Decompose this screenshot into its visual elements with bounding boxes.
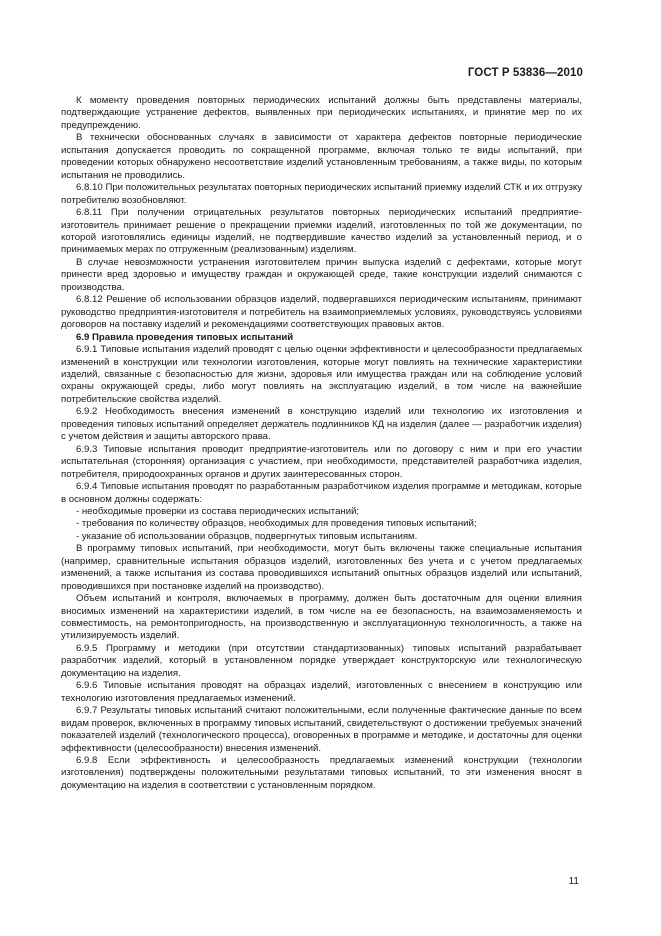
paragraph: 6.9.6 Типовые испытания проводят на образцах изделий, изготовленных с внесением в конструкцию или технологию изготовления предлагаемых изменений. [61, 680, 582, 704]
paragraph: В программу типовых испытаний, при необходимости, могут быть включены также специальные испытания (например, сравнительные испытания образцов изделий, изготовленных без учета и с учетом предлагаемых изменений, а также испытания из состава проводившихся испытаний опытных образцов изделий или испытаний, проводившихся при постановке изделий на производство). [61, 543, 582, 592]
paragraph: Объем испытаний и контроля, включаемых в программу, должен быть достаточным для оценки влияния вносимых изменений на характеристики изделий, в том числе на ее безопасность, на взаимозаменяемость и совместимость, на ремонтопригодность, на производственную и эксплуатационную технологичность, а также на утилизируемость изделий. [61, 593, 582, 642]
paragraph: 6.9.7 Результаты типовых испытаний считают положительными, если полученные фактические данные по всем видам проверок, включенных в программу типовых испытаний, свидетельствуют о достижении требуемых значений показателей изделий (технологического процесса), оговоренных в программе и методике, и достаточны для оценки эффективности (целесообразности) внесения изменений. [61, 705, 582, 754]
document-body [61, 95, 582, 792]
paragraph: В случае невозможности устранения изготовителем причин выпуска изделий с дефектами, которые могут принести вред здоровью и имуществу граждан и окружающей среде, такие конструкции изделий снимаются с производства. [61, 256, 582, 293]
paragraph: 6.9.3 Типовые испытания проводит предприятие-изготовитель или по договору с ним и при его участии испытательная (сторонняя) организация с участием, при необходимости, представителей разработчика изделия, потребителя, природоохранных органов и других заинтересованных сторон. [61, 443, 582, 480]
paragraph: В технически обоснованных случаях в зависимости от характера дефектов повторные периодические испытания допускается проводить по сокращенной программе, включая только те виды испытаний, при проведении которых обнаружено несоответствие изделий установленным требованиям, а также виды, по которым испытания не проводились. [61, 132, 582, 181]
standard-header: ГОСТ Р 53836—2010 [467, 67, 583, 79]
list-item: - требования по количеству образцов, необходимых для проведения типовых испытаний; [76, 518, 477, 530]
paragraph: 6.9.1 Типовые испытания изделий проводят с целью оценки эффективности и целесообразности предлагаемых изменений в конструкции или технологии изготовления, которые могут повлиять на технические характеристики изделий, связанные с безопасностью для жизни, здоровья или имущества граждан или на соблюдение условий охраны окружающей среды, либо могут повлиять на эксплуатацию изделий, в том числе на важнейшие потребительские свойства изделий. [61, 344, 582, 405]
paragraph: 6.9.2 Необходимость внесения изменений в конструкцию изделий или технологию их изготовления и проведения типовых испытаний определяет держатель подлинников КД на изделия (далее — разработчик изделия) с учетом действия и защиты авторского права. [61, 406, 582, 443]
paragraph: 6.8.12 Решение об использовании образцов изделий, подвергавшихся периодическим испытаниям, принимают руководство предприятия-изготовителя и потребитель на взаимоприемлемых условиях, руководствуясь условиями договоров на поставку изделий и рекомендациями соответствующих правовых актов. [61, 294, 582, 331]
paragraph: 6.9.4 Типовые испытания проводят по разработанным разработчиком изделия программе и методикам, которые в основном должны содержать: [61, 481, 582, 505]
page-number: 11 [568, 876, 579, 887]
paragraph: 6.8.10 При положительных результатах повторных периодических испытаний приемку изделий СТК и их отгрузку потребителю возобновляют. [61, 182, 582, 206]
paragraph: К моменту проведения повторных периодических испытаний должны быть представлены материалы, подтверждающие устранение дефектов, выявленных при периодических испытаниях, и принятие мер по их предупреждению. [61, 95, 582, 131]
list-item: - необходимые проверки из состава периодических испытаний; [76, 505, 360, 517]
paragraph: 6.9.8 Если эффективность и целесообразность предлагаемых изменений конструкции (технологии изготовления) подтверждены положительными результатами типовых испытаний, то эти изменения вносят в документацию на изделия в соответствии с установленным порядком. [61, 755, 582, 791]
paragraph: 6.9.5 Программу и методики (при отсутствии стандартизованных) типовых испытаний разрабатывает разработчик изделий, который в установленном порядке утверждает конструкторскую или технологическую документацию на изделия. [61, 642, 582, 679]
section-heading: 6.9 Правила проведения типовых испытаний [76, 331, 294, 343]
list-item: - указание об использовании образцов, подвергнутых типовым испытаниям. [76, 530, 418, 542]
paragraph: 6.8.11 При получении отрицательных результатов повторных периодических испытаний предприятие-изготовитель принимает решение о прекращении приемки изделий, изготовленных по той же документации, по которой изготовлялись единицы изделий, не подтвердившие качество изделий за установленный период, и о принимаемых мерах по отгруженным (реализованным) изделиям. [61, 207, 582, 256]
